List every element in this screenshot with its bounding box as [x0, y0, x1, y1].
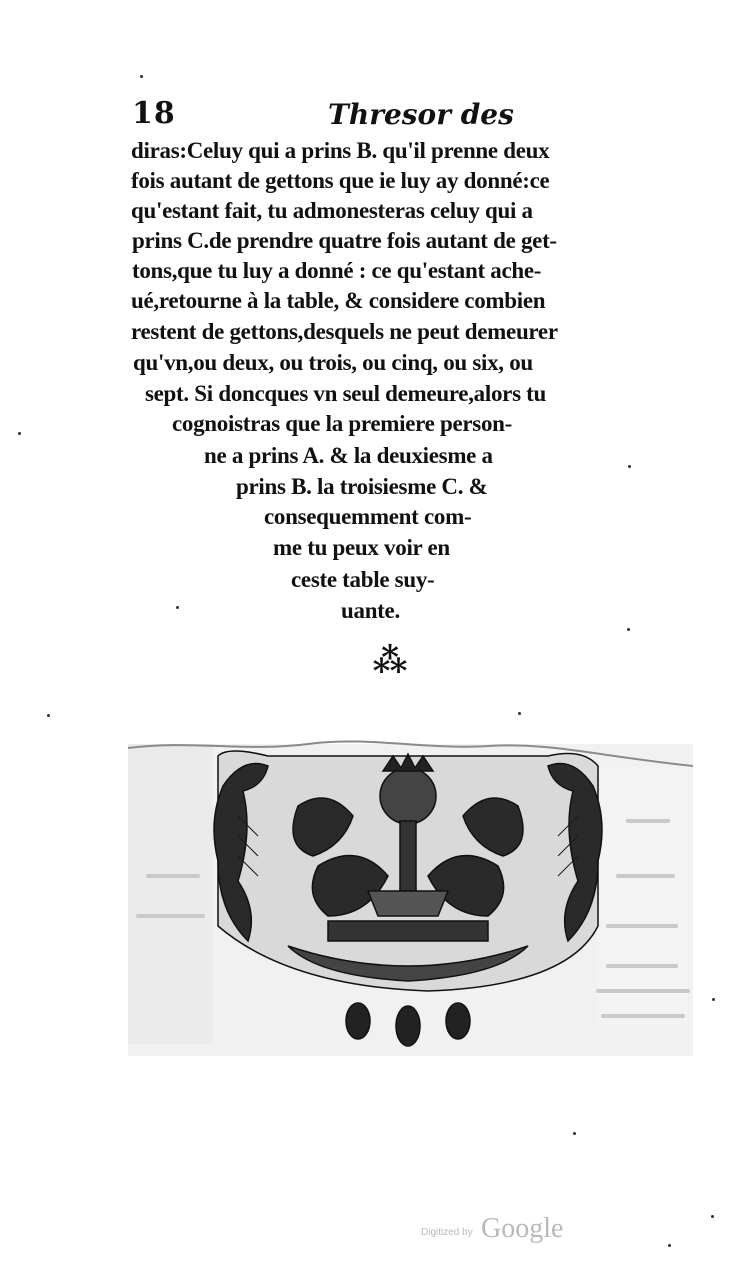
text-line: qu'vn,ou deux, ou trois, ou cinq, ou six, ou: [133, 350, 533, 375]
page-number: 18: [132, 96, 176, 131]
text-line: qu'estant fait, tu admonesteras celuy qui a: [131, 198, 533, 223]
text-line: ceste table suy-: [291, 567, 435, 592]
text-line: prins B. la troisiesme C. &: [236, 474, 488, 499]
speck: [627, 628, 630, 631]
text-line: ué,retourne à la table, & considere combien: [131, 288, 546, 313]
digitized-label: Digitized by: [421, 1227, 473, 1238]
asterism-ornament: [360, 638, 420, 682]
text-line: diras:Celuy qui a prins B. qu'il prenne deux: [131, 138, 550, 163]
speck: [176, 606, 179, 609]
page-header: [130, 96, 650, 136]
speck: [712, 998, 715, 1001]
text-line: me tu peux voir en: [273, 535, 450, 560]
speck: [518, 712, 521, 715]
speck: [140, 75, 143, 78]
text-line: prins C.de prendre quatre fois autant de get-: [132, 228, 557, 253]
text-line: uante.: [341, 598, 400, 623]
google-wordmark: Google: [481, 1213, 564, 1244]
text-line: tons,que tu luy a donné : ce qu'estant ache-: [132, 258, 542, 283]
speck: [711, 1215, 714, 1218]
speck: [573, 1132, 576, 1135]
text-line: sept. Si doncques vn seul demeure,alors tu: [145, 381, 547, 406]
digitized-by-google-watermark: [421, 1213, 581, 1249]
speck: [628, 465, 631, 468]
woodcut-headpiece-icon: [128, 726, 693, 1056]
speck: [47, 714, 50, 717]
text-line: restent de gettons,desquels ne peut demeurer: [131, 319, 558, 344]
svg-text:⁂: ⁂: [372, 641, 408, 681]
text-line: ne a prins A. & la deuxiesme a: [204, 443, 493, 468]
text-line: cognoistras que la premiere person-: [172, 411, 513, 436]
text-line: consequemment com-: [264, 504, 472, 529]
speck: [668, 1244, 671, 1247]
running-head: Thresor des: [328, 98, 514, 131]
speck: [18, 432, 21, 435]
text-line: fois autant de gettons que ie luy ay donné:ce: [131, 168, 550, 193]
